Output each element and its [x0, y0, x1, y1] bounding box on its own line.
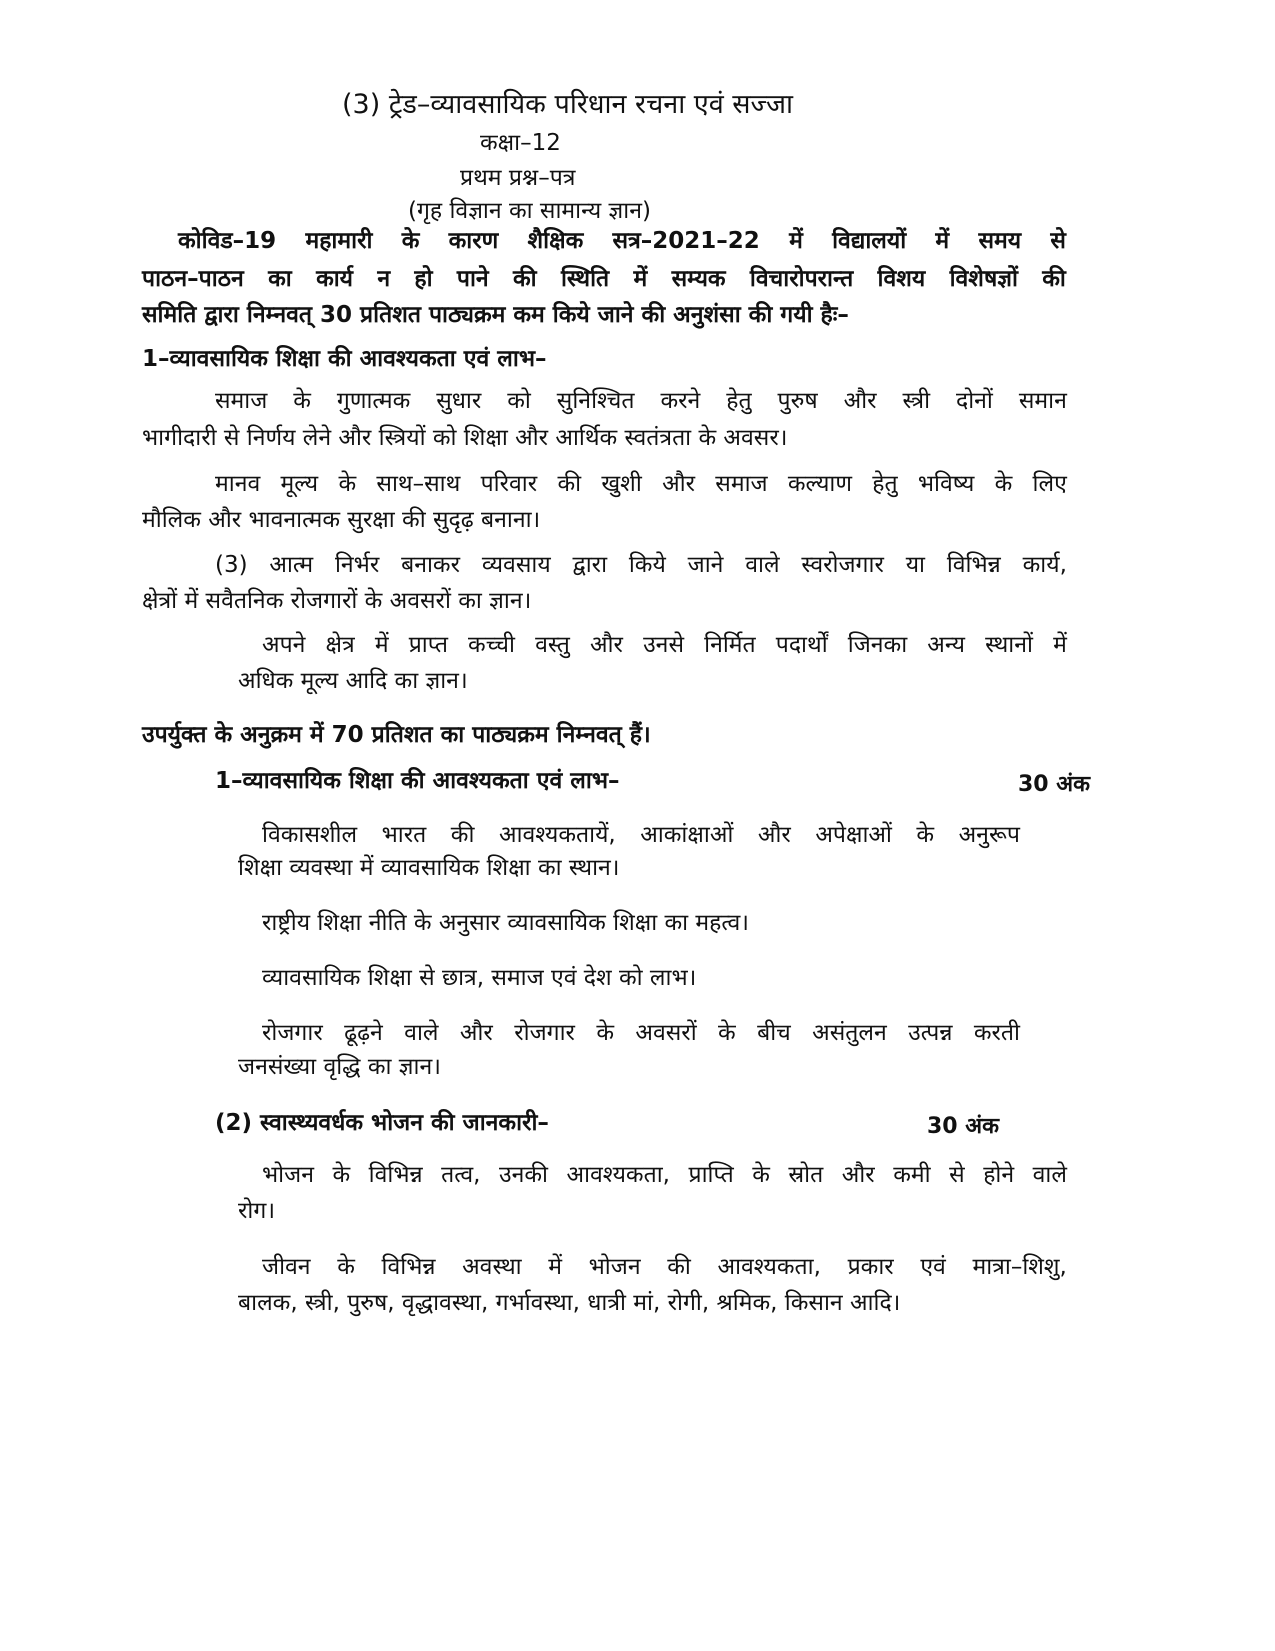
word: पाठन–पाठन: [142, 266, 244, 292]
word: में: [1053, 632, 1067, 658]
word: प्राप्ति: [688, 1162, 734, 1188]
word: उनसे: [643, 632, 684, 658]
word: कोविड–19: [178, 228, 277, 254]
word: को: [507, 388, 531, 414]
word: आवश्यकता,: [566, 1162, 670, 1188]
word: सुधार: [436, 388, 482, 414]
word: विभिन्न: [381, 1254, 436, 1280]
word: विकासशील: [262, 822, 358, 848]
word: की: [450, 822, 475, 848]
word: के: [293, 388, 311, 414]
reduced-item-2-line-1: [215, 467, 1067, 501]
word: अपने: [262, 632, 306, 658]
word: आत्म: [269, 552, 314, 578]
unit2-item2-line-1: [262, 1250, 1067, 1284]
word: खुशी: [601, 471, 642, 497]
word: कमी: [893, 1162, 931, 1188]
word: और: [841, 1162, 875, 1188]
word: ढूढ़ने: [344, 1020, 383, 1046]
word: का: [268, 266, 292, 292]
unit2-item1-line-2: रोग।: [238, 1198, 276, 1224]
word: की: [513, 266, 537, 292]
unit1-heading: 1–व्यावसायिक शिक्षा की आवश्यकता एवं लाभ–: [215, 768, 620, 794]
word: स्थानों: [985, 632, 1033, 658]
word: जिनका: [847, 632, 908, 658]
word: प्रकार: [847, 1254, 894, 1280]
unit2-item1-line-1: [262, 1158, 1067, 1192]
word: विद्यालयों: [832, 228, 907, 254]
paper-label: प्रथम प्रश्न–पत्र: [460, 165, 576, 191]
word: वाले: [745, 552, 780, 578]
word: आवश्यकता,: [717, 1254, 821, 1280]
word: मात्रा–शिशु,: [972, 1254, 1067, 1280]
intro-line-1: [178, 224, 1066, 258]
word: और: [459, 1020, 493, 1046]
word: और: [843, 388, 877, 414]
word: बीच: [757, 1020, 791, 1046]
word: शैक्षिक: [527, 228, 584, 254]
unit1-marks: 30 अंक: [1018, 772, 1090, 797]
word: वाले: [404, 1020, 439, 1046]
unit1-item2: राष्ट्रीय शिक्षा नीति के अनुसार व्यावसायिक शिक्षा का महत्व।: [262, 910, 749, 936]
word: विशय: [877, 266, 926, 292]
word: से: [1050, 228, 1066, 254]
unit1-item4-line-1: [262, 1016, 1020, 1050]
word: के: [401, 228, 420, 254]
word: लिए: [1032, 471, 1067, 497]
word: स्त्री: [902, 388, 931, 414]
word: अपेक्षाओं: [815, 822, 892, 848]
word: पदार्थों: [775, 632, 828, 658]
word: की: [1042, 266, 1066, 292]
unit1-item1-line-1: [262, 818, 1020, 852]
word: के: [338, 471, 357, 497]
unit2-marks: 30 अंक: [927, 1114, 999, 1139]
word: वाले: [1032, 1162, 1067, 1188]
word: होने: [983, 1162, 1015, 1188]
word: विशेषज्ञों: [949, 266, 1018, 292]
intro-line-3: समिति द्वारा निम्नवत् 30 प्रतिशत पाठ्यक्रम कम किये जाने की अनुशंसा की गयी हैः–: [142, 302, 849, 328]
class-label: कक्षा–12: [480, 130, 561, 156]
word: अवस्था: [462, 1254, 522, 1280]
word: बनाकर: [401, 552, 461, 578]
word: किये: [628, 552, 666, 578]
word: कल्याण: [787, 471, 852, 497]
intro-line-2: [142, 262, 1066, 296]
word: आकांक्षाओं: [640, 822, 734, 848]
word: के: [994, 471, 1013, 497]
word: अन्य: [927, 632, 965, 658]
word: उनकी: [499, 1162, 548, 1188]
word: उत्पन्न: [908, 1020, 953, 1046]
word: द्वारा: [572, 552, 608, 578]
unit1-item3: व्यावसायिक शिक्षा से छात्र, समाज एवं देश को लाभ।: [262, 965, 697, 991]
subject-label: (गृह विज्ञान का सामान्य ज्ञान): [408, 198, 651, 224]
word: अनुरूप: [958, 822, 1020, 848]
word: या: [905, 552, 925, 578]
word: में: [789, 228, 803, 254]
word: की: [667, 1254, 691, 1280]
word: महामारी: [305, 228, 373, 254]
document-title: (3) ट्रेड–व्यावसायिक परिधान रचना एवं सज्जा: [342, 89, 794, 120]
reduced-item-3-line-2: क्षेत्रों में सवैतनिक रोजगारों के अवसरों का ज्ञान।: [142, 588, 532, 614]
word: विचारोपरान्त: [749, 266, 854, 292]
word: के: [718, 1020, 736, 1046]
word: में: [633, 266, 648, 292]
word: कारण: [448, 228, 499, 254]
word: प्राप्त: [408, 632, 448, 658]
word: जाने: [687, 552, 724, 578]
word: दोनों: [955, 388, 993, 414]
word: क्षेत्र: [325, 632, 355, 658]
word: विभिन्न: [946, 552, 1001, 578]
word: के: [332, 1162, 351, 1188]
word: सम्यक: [671, 266, 726, 292]
word: समाज: [715, 471, 768, 497]
word: गुणात्मक: [336, 388, 411, 414]
word: (3): [215, 552, 248, 578]
word: मूल्य: [280, 471, 319, 497]
word: रोजगार: [262, 1020, 323, 1046]
word: भारत: [381, 822, 427, 848]
word: के: [596, 1020, 614, 1046]
reduced-item-1-line-2: भागीदारी से निर्णय लेने और स्त्रियों को शिक्षा और आर्थिक स्वतंत्रता के अवसर।: [142, 425, 788, 451]
unit1-item1-line-2: शिक्षा व्यवस्था में व्यावसायिक शिक्षा का स्थान।: [238, 855, 620, 881]
word: भोजन: [588, 1254, 641, 1280]
word: निर्मित: [704, 632, 756, 658]
word: और: [757, 822, 791, 848]
word: न: [377, 266, 391, 292]
word: में: [935, 228, 950, 254]
word: में: [548, 1254, 563, 1280]
word: करती: [973, 1020, 1020, 1046]
reduced-item-2-line-2: मौलिक और भावनात्मक सुरक्षा की सुदृढ़ बनाना।: [142, 507, 541, 533]
word: सत्र–2021–22: [612, 228, 760, 254]
word: वस्तु: [535, 632, 570, 658]
word: समान: [1018, 388, 1067, 414]
unit2-item2-line-2: बालक, स्त्री, पुरुष, वृद्धावस्था, गर्भावस्था, धात्री मां, रोगी, श्रमिक, किसान आदि।: [238, 1290, 901, 1316]
word: कार्य,: [1022, 552, 1067, 578]
word: और: [662, 471, 695, 497]
word: रोजगार: [514, 1020, 575, 1046]
word: हेतु: [726, 388, 752, 414]
word: साथ–साथ: [376, 471, 461, 497]
word: अवसरों: [635, 1020, 697, 1046]
word: कार्य: [316, 266, 354, 292]
word: में: [374, 632, 389, 658]
word: स्वरोजगार: [801, 552, 884, 578]
unit1-item4-line-2: जनसंख्या वृद्धि का ज्ञान।: [238, 1054, 441, 1080]
word: पाने: [456, 266, 489, 292]
word: के: [752, 1162, 770, 1188]
reduced-item-3-line-1: [215, 548, 1067, 582]
word: करने: [660, 388, 701, 414]
word: असंतुलन: [812, 1020, 887, 1046]
reduced-section-heading: 1–व्यावसायिक शिक्षा की आवश्यकता एवं लाभ–: [142, 346, 547, 372]
word: आवश्यकतायें,: [498, 822, 616, 848]
word: विभिन्न: [368, 1162, 423, 1188]
word: भोजन: [262, 1162, 314, 1188]
word: एवं: [920, 1254, 946, 1280]
reduced-item-4-line-2: अधिक मूल्य आदि का ज्ञान।: [238, 668, 468, 694]
reduced-item-1-line-1: [215, 384, 1067, 418]
word: समाज: [215, 388, 268, 414]
word: निर्भर: [334, 552, 380, 578]
word: व्यवसाय: [481, 552, 551, 578]
word: स्थिति: [560, 266, 610, 292]
word: समय: [978, 228, 1022, 254]
word: कच्ची: [468, 632, 515, 658]
word: सुनिश्चित: [556, 388, 635, 414]
word: हो: [414, 266, 433, 292]
word: भविष्य: [917, 471, 975, 497]
word: पुरुष: [777, 388, 818, 414]
word: के: [916, 822, 935, 848]
word: से: [949, 1162, 965, 1188]
word: की: [557, 471, 582, 497]
word: तत्व,: [441, 1162, 481, 1188]
word: मानव: [215, 471, 261, 497]
word: स्रोत: [788, 1162, 824, 1188]
word: और: [590, 632, 623, 658]
word: परिवार: [480, 471, 538, 497]
word: हेतु: [872, 471, 898, 497]
reduced-item-4-line-1: [262, 628, 1067, 662]
unit2-heading: (2) स्वास्थ्यवर्धक भोजन की जानकारी–: [215, 1110, 549, 1136]
syllabus-heading: उपर्युक्त के अनुक्रम में 70 प्रतिशत का पाठ्यक्रम निम्नवत् हैं।: [142, 722, 651, 748]
word: के: [337, 1254, 355, 1280]
word: जीवन: [262, 1254, 311, 1280]
